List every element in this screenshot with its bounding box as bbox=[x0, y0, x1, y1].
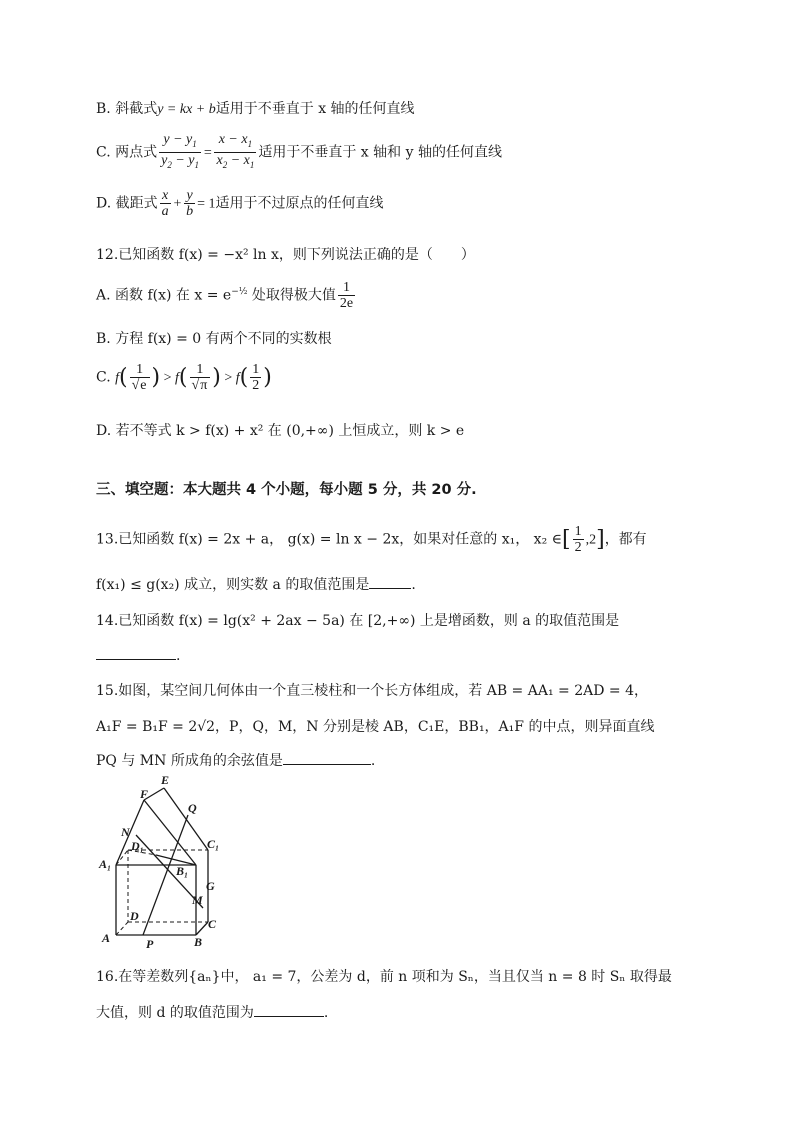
q16-line1: 16.在等差数列{aₙ}中， a₁ = 7，公差为 d，前 n 项和为 Sₙ，当且仅当 n = 8 时 Sₙ 取得最 bbox=[96, 969, 672, 985]
q12-option-c-label: C. bbox=[96, 369, 111, 386]
q12-option-a-mid: 处取得极大值 bbox=[247, 287, 336, 304]
q12-option-c: C. f( $\frac{1}{√e}$ ) > f( $\frac{1}{√\pi}$ ) > f( $\frac{1}{2}$ ) bbox=[96, 362, 272, 393]
intercept-x-fraction: $\frac{x}{a}$ bbox=[161, 188, 169, 219]
q13-text: 13.已知函数 f(x) = 2x + a， g(x) = ln x − 2x，如果对任意的 x₁， x₂ ∈ bbox=[96, 531, 562, 548]
q13-answer-blank[interactable] bbox=[369, 587, 411, 589]
q15-line3-text: PQ 与 MN 所成角的余弦值是 bbox=[96, 753, 283, 769]
q15-line2: A₁F = B₁F = 2√2，P，Q，M，N 分别是棱 AB，C₁E，BB₁，A₁F 的中点，则异面直线 bbox=[96, 719, 655, 735]
option-d-prefix: D. 截距式 bbox=[96, 195, 158, 212]
q15-line3: PQ 与 MN 所成角的余弦值是 . bbox=[96, 753, 376, 769]
label-C: C bbox=[208, 917, 217, 931]
q12-option-a bbox=[96, 280, 357, 311]
label-F: F bbox=[140, 787, 149, 801]
label-B: B bbox=[194, 935, 203, 949]
label-M: M bbox=[192, 893, 203, 907]
q16-line2-text: 大值，则 d 的取值范围为 bbox=[96, 1005, 254, 1021]
q16-answer-blank[interactable] bbox=[254, 1015, 324, 1017]
option-b-suffix: 适用于不垂直于 x 轴的任何直线 bbox=[215, 101, 415, 117]
option-b-formula: y = kx + b bbox=[157, 102, 216, 117]
label-N: N bbox=[121, 825, 130, 839]
q12-option-a-exponent: −½ bbox=[231, 286, 248, 297]
label-A1: A₁ bbox=[99, 857, 112, 871]
label-G: G bbox=[206, 879, 215, 893]
q15-answer-blank[interactable] bbox=[283, 763, 371, 765]
q12-stem: 12.已知函数 f(x) = −x² ln x，则下列说法正确的是（ ） bbox=[96, 247, 475, 263]
two-point-right-fraction: $\frac{x - x_1}{x_2 - x_1}$ bbox=[216, 132, 255, 170]
q13-line1: 13.已知函数 f(x) = 2x + a， g(x) = ln x − 2x，如果对任意的 x₁， x₂ ∈[ $\frac{1}{2}$ ,2]，都有 bbox=[96, 524, 647, 555]
option-b-line bbox=[96, 98, 415, 118]
label-A: A bbox=[102, 931, 111, 945]
q14-line2: . bbox=[96, 648, 180, 664]
q15-line1: 15.如图，某空间几何体由一个直三棱柱和一个长方体组成，若 AB = AA₁ = 2AD = 4， bbox=[96, 683, 648, 699]
q13-text-after: ，都有 bbox=[604, 531, 647, 548]
option-c-line: C. 两点式 $\frac{y - y_1}{y_2 - y_1}$ = $\frac{x - x_1}{x_2 - x_1}$ 适用于不垂直于 x 轴和 y 轴的任何直线 bbox=[96, 132, 502, 173]
q12-option-d: D. 若不等式 k > f(x) + x² 在 (0,+∞) 上恒成立，则 k > e bbox=[96, 423, 465, 439]
intercept-y-fraction: $\frac{y}{b}$ bbox=[186, 188, 194, 219]
q12-option-b: B. 方程 f(x) = 0 有两个不同的实数根 bbox=[96, 331, 332, 347]
label-P: P bbox=[146, 937, 154, 950]
q16-line2: 大值，则 d 的取值范围为 . bbox=[96, 1005, 329, 1021]
option-c-suffix: 适用于不垂直于 x 轴和 y 轴的任何直线 bbox=[258, 144, 502, 161]
q13-line2: f(x₁) ≤ g(x₂) 成立，则实数 a 的取值范围是 . bbox=[96, 577, 416, 593]
option-b-prefix: B. 斜截式 bbox=[96, 101, 158, 117]
two-point-left-fraction: $\frac{y - y_1}{y_2 - y_1}$ bbox=[161, 132, 200, 170]
q14-answer-blank[interactable] bbox=[96, 658, 176, 660]
q14-line1: 14.已知函数 f(x) = lg(x² + 2ax − 5a) 在 [2,+∞) 上是增函数，则 a 的取值范围是 bbox=[96, 613, 620, 629]
label-D: D bbox=[130, 909, 139, 923]
label-Q: Q bbox=[188, 801, 197, 815]
q13-line2-text: f(x₁) ≤ g(x₂) 成立，则实数 a 的取值范围是 bbox=[96, 577, 370, 593]
label-C1: C₁ bbox=[207, 837, 220, 851]
section-3-heading: 三、填空题：本大题共 4 个小题，每小题 5 分，共 20 分. bbox=[96, 482, 477, 498]
option-d-line: D. 截距式 $\frac{x}{a}$ + $\frac{y}{b}$ = 1适用于不过原点的任何直线 bbox=[96, 188, 384, 219]
label-B1: B₁ bbox=[176, 864, 189, 878]
q12-option-a-text: A. 函数 f(x) 在 x = e bbox=[96, 287, 232, 304]
option-c-prefix: C. 两点式 bbox=[96, 144, 158, 161]
q12-option-a-fraction: $\frac{1}{2e}$ bbox=[339, 280, 354, 311]
geometry-figure bbox=[96, 770, 236, 950]
label-D1: D₁ bbox=[131, 839, 144, 853]
option-d-suffix: 适用于不过原点的任何直线 bbox=[215, 195, 384, 212]
label-E: E bbox=[161, 773, 170, 787]
